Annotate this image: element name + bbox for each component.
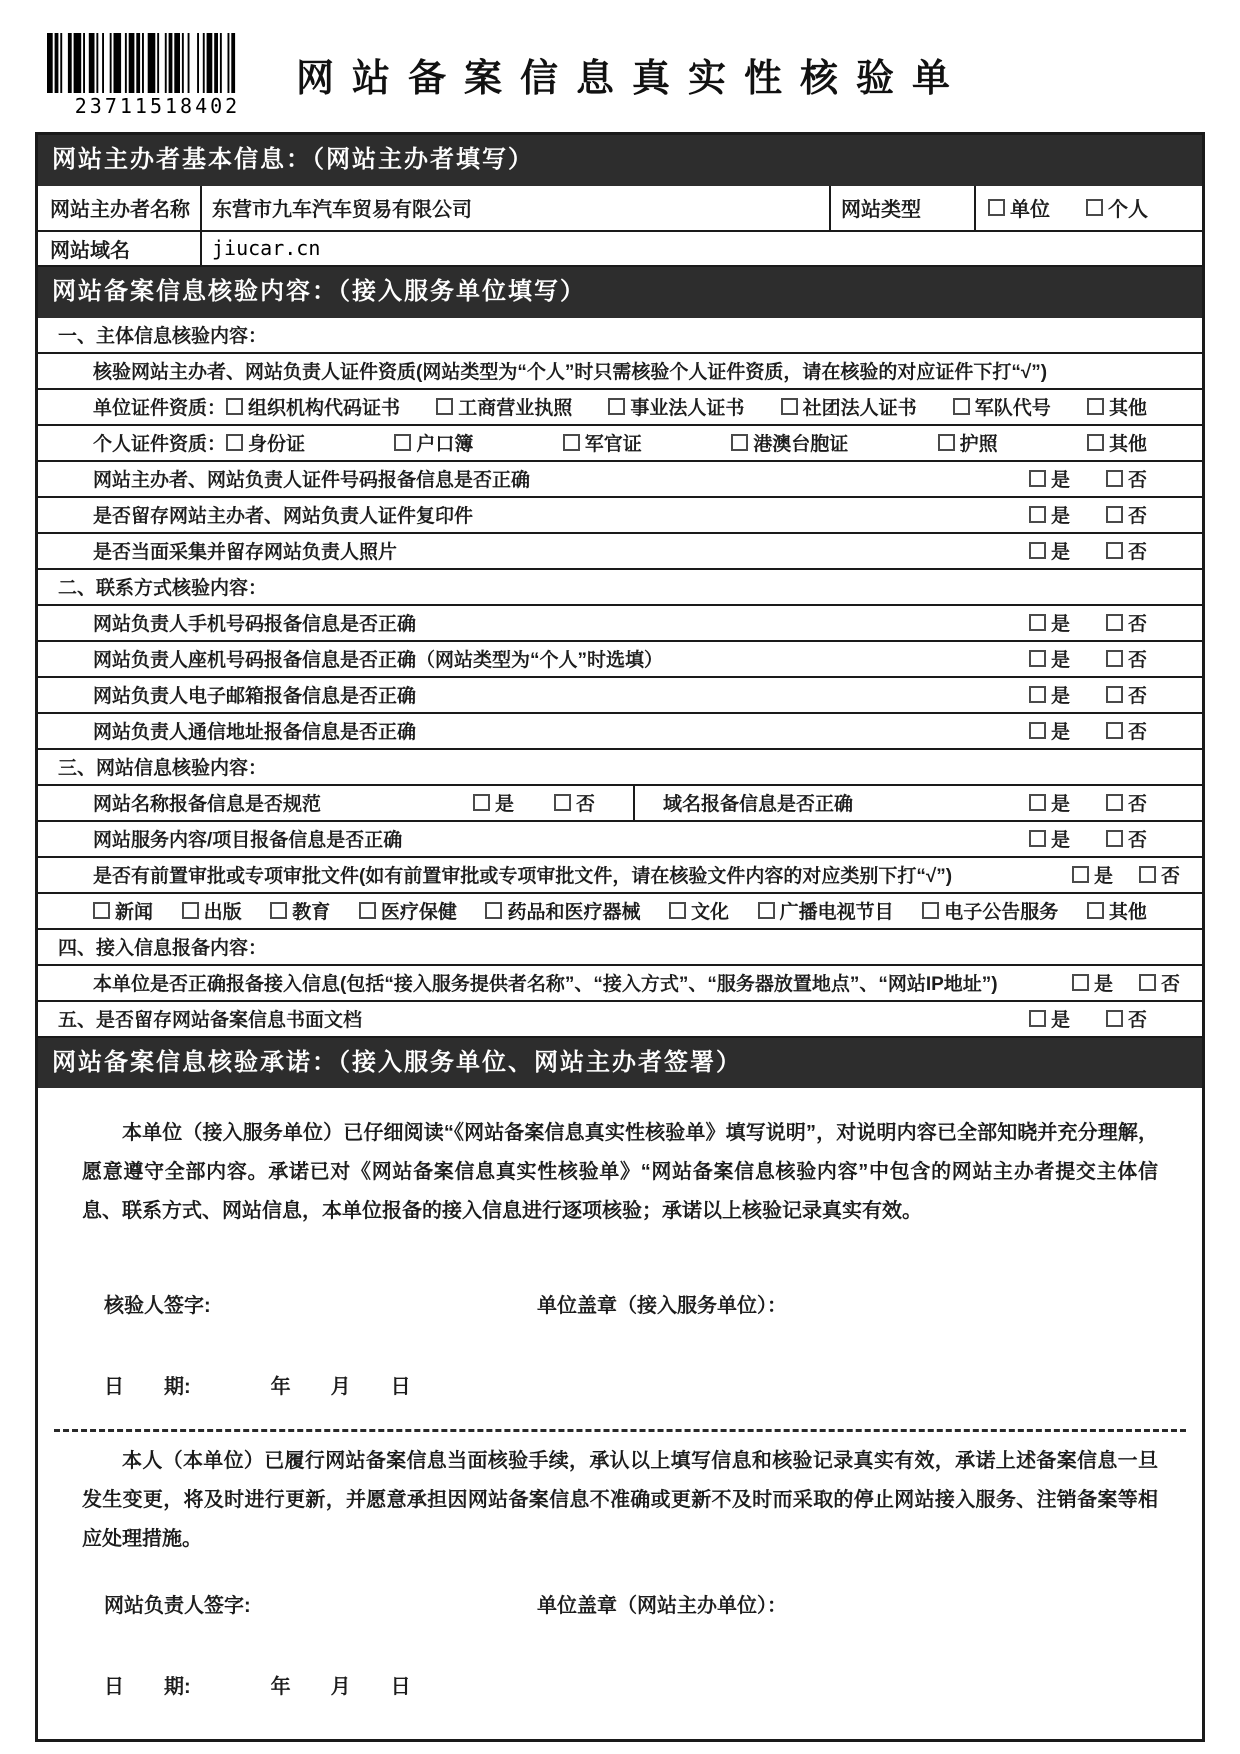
option-文化 bbox=[669, 897, 729, 924]
option-出版 bbox=[182, 897, 242, 924]
yes-no-label: 否 bbox=[1127, 830, 1147, 852]
yes-no-group bbox=[1029, 681, 1147, 708]
option-社团法人证书 bbox=[781, 393, 917, 420]
form-table bbox=[35, 132, 1205, 1742]
form-row bbox=[38, 714, 1202, 750]
yes-no-label: 是 bbox=[1093, 974, 1113, 996]
yes-no-label: 否 bbox=[1127, 794, 1147, 816]
yes-no-group bbox=[1029, 1005, 1147, 1032]
checkbox-护照[interactable] bbox=[938, 434, 955, 451]
commitment-paragraph-organizer: 本人（本单位）已履行网站备案信息当面核验手续，承认以上填写信息和核验记录真实有效，承诺上述备案信息一旦发生变更，将及时进行更新，并愿意承担因网站备案信息不准确或更新不及时而采取的停止网站接入服务、注销备案等相应处理措施。 bbox=[82, 1450, 1158, 1551]
form-row bbox=[38, 390, 1202, 426]
no-option bbox=[554, 789, 595, 816]
option-label: 军官证 bbox=[584, 434, 642, 456]
checkbox-是[interactable] bbox=[1029, 686, 1046, 703]
yes-no-label: 是 bbox=[1050, 614, 1070, 636]
form-row bbox=[38, 642, 1202, 678]
yes-no-label: 否 bbox=[1127, 722, 1147, 744]
row-text: 网站负责人座机号码报备信息是否正确（网站类型为“个人”时选填） bbox=[93, 650, 664, 672]
no-option bbox=[1139, 861, 1180, 888]
no-option bbox=[1106, 645, 1147, 672]
yes-no-label: 否 bbox=[1127, 614, 1147, 636]
form-row bbox=[38, 786, 1202, 822]
yes-no-label: 否 bbox=[1127, 542, 1147, 564]
checkbox-否[interactable] bbox=[1106, 686, 1123, 703]
yes-no-label: 是 bbox=[1050, 830, 1070, 852]
domain-value: jiucar.cn bbox=[200, 232, 1202, 265]
checkbox-是[interactable] bbox=[1029, 830, 1046, 847]
checkbox-单位[interactable] bbox=[988, 199, 1005, 216]
form-row bbox=[38, 858, 1202, 894]
row-text: 网站负责人手机号码报备信息是否正确 bbox=[93, 614, 417, 636]
checkbox-是[interactable] bbox=[1072, 974, 1089, 991]
domain-label: 网站域名 bbox=[50, 239, 130, 262]
option-label: 其他 bbox=[1108, 398, 1147, 420]
row-text: 二、联系方式核验内容： bbox=[58, 578, 268, 600]
form-row bbox=[38, 462, 1202, 498]
checkbox-否[interactable] bbox=[1106, 470, 1123, 487]
option-label: 身份证 bbox=[248, 434, 306, 456]
checkbox-否[interactable] bbox=[1106, 506, 1123, 523]
option-事业法人证书 bbox=[608, 393, 744, 420]
form-row bbox=[38, 354, 1202, 390]
option-label: 护照 bbox=[959, 434, 998, 456]
row-text: 网站主办者、网站负责人证件号码报备信息是否正确 bbox=[93, 470, 531, 492]
checkbox-户口簿[interactable] bbox=[394, 434, 411, 451]
row-text: 是否留存网站主办者、网站负责人证件复印件 bbox=[93, 506, 474, 528]
yes-no-group bbox=[1029, 789, 1147, 816]
option-label: 个人 bbox=[1108, 199, 1148, 222]
checkbox-药品和医疗器械[interactable] bbox=[485, 902, 502, 919]
row-text: 本单位是否正确报备接入信息(包括“接入服务提供者名称”、“接入方式”、“服务器放置地点”、“网站IP地址”) bbox=[93, 974, 998, 996]
no-option bbox=[1106, 609, 1147, 636]
option-新闻 bbox=[93, 897, 153, 924]
checkbox-教育[interactable] bbox=[270, 902, 287, 919]
option-label: 其他 bbox=[1108, 434, 1147, 456]
checkbox-否[interactable] bbox=[1106, 542, 1123, 559]
row-domain bbox=[38, 232, 1202, 267]
row-text: 一、主体信息核验内容： bbox=[58, 326, 268, 348]
option-其他 bbox=[1087, 897, 1147, 924]
option-label: 社团法人证书 bbox=[802, 398, 917, 420]
yes-no-label: 是 bbox=[1050, 542, 1070, 564]
organizer-stamp-label: 单位盖章（网站主办单位）： bbox=[537, 1595, 787, 1618]
no-option bbox=[1106, 1005, 1147, 1032]
yes-option bbox=[1072, 969, 1113, 996]
organizer-name-value: 东营市九车汽车贸易有限公司 bbox=[200, 186, 829, 230]
yes-option bbox=[1029, 609, 1070, 636]
checkbox-是[interactable] bbox=[1029, 614, 1046, 631]
option-教育 bbox=[270, 897, 330, 924]
barcode-image bbox=[45, 33, 270, 93]
form-header bbox=[0, 0, 1240, 118]
row-text: 域名报备信息是否正确 bbox=[663, 794, 854, 816]
options-group bbox=[93, 897, 1147, 924]
yes-option bbox=[1029, 465, 1070, 492]
barcode-number: 23711518402 bbox=[74, 94, 241, 118]
checkbox-工商营业执照[interactable] bbox=[436, 398, 453, 415]
verifier-signature-label: 核验人签字: bbox=[104, 1295, 211, 1318]
yes-no-group bbox=[1029, 465, 1147, 492]
yes-no-label: 否 bbox=[1127, 1010, 1147, 1032]
form-row bbox=[38, 750, 1202, 786]
checkbox-其他[interactable] bbox=[1087, 902, 1104, 919]
option-个人 bbox=[1086, 193, 1148, 222]
yes-no-label: 是 bbox=[1050, 794, 1070, 816]
option-户口簿 bbox=[394, 429, 473, 456]
barcode-block bbox=[45, 33, 270, 118]
yes-no-group bbox=[1029, 501, 1147, 528]
yes-option bbox=[1029, 789, 1070, 816]
no-option bbox=[1106, 537, 1147, 564]
checkbox-否[interactable] bbox=[554, 794, 571, 811]
option-单位 bbox=[988, 193, 1050, 222]
yes-no-label: 否 bbox=[1160, 866, 1180, 888]
checkbox-电子公告服务[interactable] bbox=[922, 902, 939, 919]
row-text: 网站名称报备信息是否规范 bbox=[93, 794, 322, 816]
no-option bbox=[1106, 789, 1147, 816]
option-label: 出版 bbox=[203, 902, 242, 924]
option-医疗保健 bbox=[359, 897, 457, 924]
commitment-cell bbox=[38, 1088, 1202, 1739]
form-row bbox=[38, 930, 1202, 966]
yes-option bbox=[1029, 681, 1070, 708]
yes-no-label: 是 bbox=[1050, 686, 1070, 708]
option-其他 bbox=[1087, 429, 1147, 456]
option-label: 教育 bbox=[292, 902, 331, 924]
no-option bbox=[1106, 825, 1147, 852]
form-row bbox=[38, 822, 1202, 858]
form-row bbox=[38, 534, 1202, 570]
checkbox-否[interactable] bbox=[1106, 830, 1123, 847]
checkbox-是[interactable] bbox=[1029, 470, 1046, 487]
checkbox-否[interactable] bbox=[1106, 722, 1123, 739]
signature-row-site-manager bbox=[82, 1589, 1158, 1618]
yes-option bbox=[1029, 717, 1070, 744]
yes-no-group bbox=[1029, 645, 1147, 672]
option-label: 广播电视节目 bbox=[779, 902, 894, 924]
no-option bbox=[1106, 465, 1147, 492]
checkbox-军队代号[interactable] bbox=[953, 398, 970, 415]
option-其他 bbox=[1087, 393, 1147, 420]
date-row-organizer: 日 期: 年 月 日 bbox=[104, 1676, 411, 1699]
checkbox-广播电视节目[interactable] bbox=[758, 902, 775, 919]
yes-option bbox=[1029, 1005, 1070, 1032]
website-type-options bbox=[974, 186, 1202, 230]
yes-no-label: 否 bbox=[575, 794, 595, 816]
no-option bbox=[1106, 717, 1147, 744]
option-label: 药品和医疗器械 bbox=[507, 902, 641, 924]
checkbox-是[interactable] bbox=[1029, 542, 1046, 559]
row-text: 五、是否留存网站备案信息书面文档 bbox=[58, 1010, 363, 1032]
option-label: 文化 bbox=[691, 902, 730, 924]
date-row-isp: 日 期: 年 月 日 bbox=[104, 1376, 411, 1399]
form-row bbox=[38, 426, 1202, 462]
row-text: 核验网站主办者、网站负责人证件资质(网站类型为“个人”时只需核验个人证件资质，请在核验的对应证件下打“√”) bbox=[93, 362, 1048, 384]
yes-option bbox=[1029, 645, 1070, 672]
yes-no-label: 是 bbox=[1050, 1010, 1070, 1032]
split-cell-right bbox=[633, 786, 1202, 820]
section-header-commitment: 网站备案信息核验承诺：（接入服务单位、网站主办者签署） bbox=[38, 1038, 1202, 1089]
checkbox-社团法人证书[interactable] bbox=[781, 398, 798, 415]
yes-no-group bbox=[473, 789, 595, 816]
yes-no-label: 否 bbox=[1127, 686, 1147, 708]
row-text: 单位证件资质： bbox=[93, 398, 227, 420]
checkbox-否[interactable] bbox=[1106, 1010, 1123, 1027]
yes-option bbox=[1029, 537, 1070, 564]
option-label: 医疗保健 bbox=[380, 902, 457, 924]
page-title: 网站备案信息真实性核验单 bbox=[296, 58, 969, 100]
no-option bbox=[1106, 681, 1147, 708]
checkbox-否[interactable] bbox=[1106, 794, 1123, 811]
yes-no-group bbox=[1029, 825, 1147, 852]
yes-no-group bbox=[1029, 609, 1147, 636]
checkbox-否[interactable] bbox=[1139, 974, 1156, 991]
yes-option bbox=[1029, 825, 1070, 852]
checkbox-是[interactable] bbox=[1029, 722, 1046, 739]
option-label: 组织机构代码证书 bbox=[248, 398, 401, 420]
checkbox-医疗保健[interactable] bbox=[359, 902, 376, 919]
site-manager-signature-label: 网站负责人签字: bbox=[104, 1595, 251, 1618]
checkbox-否[interactable] bbox=[1106, 650, 1123, 667]
yes-option bbox=[473, 789, 514, 816]
yes-no-label: 是 bbox=[1050, 722, 1070, 744]
commitment-paragraph-isp: 本单位（接入服务单位）已仔细阅读“《网站备案信息真实性核验单》填写说明”，对说明内容已全部知晓并充分理解，愿意遵守全部内容。承诺已对《网站备案信息真实性核验单》“网站备案信息核验内容”中包含的网站主办者提交主体信息、联系方式、网站信息，本单位报备的接入信息进行逐项核验；承诺以上核验记录真实有效。 bbox=[82, 1122, 1158, 1223]
row-text: 是否有前置审批或专项审批文件(如有前置审批或专项审批文件，请在核验文件内容的对应类别下打“√”) bbox=[93, 866, 953, 888]
checkbox-是[interactable] bbox=[1072, 866, 1089, 883]
yes-no-label: 否 bbox=[1127, 506, 1147, 528]
section-header-verify-content: 网站备案信息核验内容：（接入服务单位填写） bbox=[38, 267, 1202, 318]
row-text: 四、接入信息报备内容： bbox=[58, 938, 268, 960]
form-row bbox=[38, 606, 1202, 642]
option-广播电视节目 bbox=[758, 897, 894, 924]
yes-no-group bbox=[1029, 537, 1147, 564]
option-军官证 bbox=[563, 429, 642, 456]
checkbox-出版[interactable] bbox=[182, 902, 199, 919]
no-option bbox=[1106, 501, 1147, 528]
checkbox-是[interactable] bbox=[1029, 506, 1046, 523]
section-header-basic-info: 网站主办者基本信息：（网站主办者填写） bbox=[38, 135, 1202, 186]
yes-option bbox=[1029, 501, 1070, 528]
option-label: 港澳台胞证 bbox=[753, 434, 849, 456]
checkbox-否[interactable] bbox=[1139, 866, 1156, 883]
checkbox-身份证[interactable] bbox=[226, 434, 243, 451]
checkbox-是[interactable] bbox=[1029, 1010, 1046, 1027]
option-护照 bbox=[938, 429, 998, 456]
no-option bbox=[1139, 969, 1180, 996]
option-label: 电子公告服务 bbox=[944, 902, 1059, 924]
option-药品和医疗器械 bbox=[485, 897, 640, 924]
row-text: 三、网站信息核验内容： bbox=[58, 758, 268, 780]
checkbox-军官证[interactable] bbox=[563, 434, 580, 451]
option-label: 事业法人证书 bbox=[630, 398, 745, 420]
option-label: 单位 bbox=[1010, 199, 1050, 222]
option-军队代号 bbox=[953, 393, 1051, 420]
yes-no-group bbox=[1072, 861, 1180, 888]
form-row bbox=[38, 498, 1202, 534]
option-label: 户口簿 bbox=[416, 434, 474, 456]
option-label: 新闻 bbox=[115, 902, 154, 924]
row-text: 网站负责人电子邮箱报备信息是否正确 bbox=[93, 686, 417, 708]
option-电子公告服务 bbox=[922, 897, 1058, 924]
checkbox-是[interactable] bbox=[1029, 650, 1046, 667]
row-text: 是否当面采集并留存网站负责人照片 bbox=[93, 542, 398, 564]
yes-no-label: 是 bbox=[1050, 470, 1070, 492]
form-row bbox=[38, 318, 1202, 354]
yes-no-label: 否 bbox=[1127, 650, 1147, 672]
checkbox-个人[interactable] bbox=[1086, 199, 1103, 216]
checkbox-港澳台胞证[interactable] bbox=[731, 434, 748, 451]
organizer-name-label: 网站主办者名称 bbox=[50, 199, 190, 222]
dashed-separator bbox=[54, 1429, 1186, 1432]
split-cell-left bbox=[38, 789, 633, 816]
form-row bbox=[38, 1002, 1202, 1038]
checkbox-是[interactable] bbox=[1029, 794, 1046, 811]
checkbox-其他[interactable] bbox=[1087, 398, 1104, 415]
checkbox-新闻[interactable] bbox=[93, 902, 110, 919]
form-row bbox=[38, 966, 1202, 1002]
option-身份证 bbox=[226, 429, 305, 456]
yes-no-label: 是 bbox=[1093, 866, 1113, 888]
row-text: 网站服务内容/项目报备信息是否正确 bbox=[93, 830, 403, 852]
row-organizer-name bbox=[38, 186, 1202, 232]
checkbox-组织机构代码证书[interactable] bbox=[226, 398, 243, 415]
form-row bbox=[38, 570, 1202, 606]
option-组织机构代码证书 bbox=[226, 393, 400, 420]
yes-no-label: 否 bbox=[1160, 974, 1180, 996]
options-group bbox=[226, 393, 1147, 420]
yes-no-label: 是 bbox=[1050, 506, 1070, 528]
option-label: 军队代号 bbox=[974, 398, 1051, 420]
form-row bbox=[38, 894, 1202, 930]
yes-option bbox=[1072, 861, 1113, 888]
yes-no-label: 是 bbox=[1050, 650, 1070, 672]
option-label: 其他 bbox=[1108, 902, 1147, 924]
checkbox-事业法人证书[interactable] bbox=[608, 398, 625, 415]
checkbox-文化[interactable] bbox=[669, 902, 686, 919]
checkbox-否[interactable] bbox=[1106, 614, 1123, 631]
yes-no-label: 是 bbox=[494, 794, 514, 816]
row-text: 个人证件资质： bbox=[93, 434, 227, 456]
signature-row-verifier bbox=[82, 1289, 1158, 1318]
yes-no-label: 否 bbox=[1127, 470, 1147, 492]
verification-rows bbox=[38, 318, 1202, 1038]
isp-stamp-label: 单位盖章（接入服务单位）： bbox=[537, 1295, 787, 1318]
yes-no-group bbox=[1072, 969, 1180, 996]
checkbox-其他[interactable] bbox=[1087, 434, 1104, 451]
row-text: 网站负责人通信地址报备信息是否正确 bbox=[93, 722, 417, 744]
options-group bbox=[226, 429, 1147, 456]
website-type-label: 网站类型 bbox=[829, 186, 974, 230]
checkbox-是[interactable] bbox=[473, 794, 490, 811]
option-工商营业执照 bbox=[436, 393, 572, 420]
yes-no-group bbox=[1029, 717, 1147, 744]
form-row bbox=[38, 678, 1202, 714]
option-港澳台胞证 bbox=[731, 429, 848, 456]
option-label: 工商营业执照 bbox=[458, 398, 573, 420]
